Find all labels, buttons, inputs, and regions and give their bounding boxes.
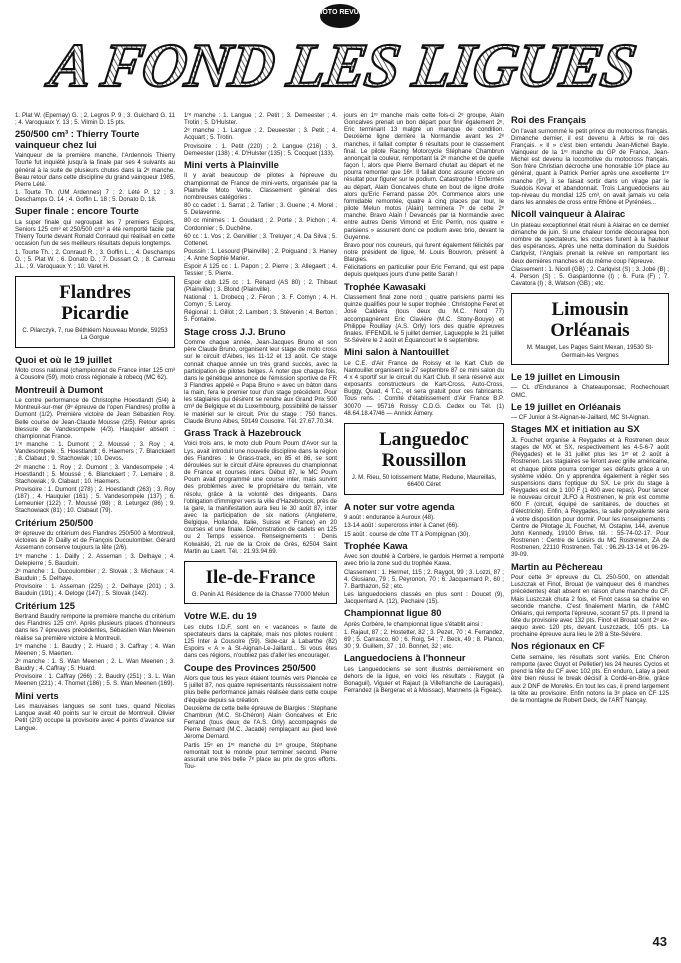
article-heading: Coupe des Provinces 250/500 <box>184 661 316 673</box>
paragraph: 80 cc cadet : 1. Sarrat ; 2. Tarlier ; 3. Guene ; 4. Morel ; 5. Delavenne. <box>184 202 337 217</box>
article-heading: Super finale : encore Tourte <box>15 205 139 217</box>
league-title: Roussillon <box>381 449 467 471</box>
page-number: 43 <box>652 934 667 949</box>
paragraph: Félicitations en particulier pour Eric Ferrand, qui est papa depuis quelques jours d'une petite Sarah ! <box>344 264 504 279</box>
column-1 <box>15 112 175 733</box>
paragraph: Classement : 1. Hermet, 115 ; 2. Raygot, 99 ; 3. Lozzi, 87 ; 4. Giusiano, 79 ; 5. Peyronon, 70 ; 6. Jacquemard P., 60 ; 7. Barthazon, 52 ; etc. <box>344 568 504 590</box>
column-4 <box>511 112 669 705</box>
paragraph: 80 cc minimes : 1. Goudard ; 2. Porte ; 3. Pichon ; 4. Cordonnier ; 5. Duchêne. <box>184 217 337 232</box>
paragraph: Provisoire : 1. Caffray (266) ; 2. Baudry (251) ; 3. L. Wan Meenen (221) ; 4. Thomet (186) ; 5. S. Wan Meenen (169). <box>15 673 175 688</box>
paragraph: Pour cette 3ᵉ épreuve du CL 250-500, on attendait Luszczak et Finot, Brouat (le vainqueur des 6 manches précédentes) était absent en raison d'une manche du CF. Mais Luszczak chuta 2 fois, et Finot cassa sa chaîne en seconde manche. C'est finalement Martin, de l'AMC Orléans, qui remporta l'épreuve, scorant 57 pts. Il prend la tête du provisoire avec 132 pts. Finot et Brouat sont 2ᵉ ex-aequo avec 120 pts, devant Luszczack, 105 pts. La prochaine épreuve aura lieu le 2/8 à Ste-Sévère. <box>511 574 669 639</box>
paragraph: 13-14 août : supercross inter à Canet (66). <box>344 522 459 530</box>
article-heading: Grass Track à Hazebrouck <box>184 426 302 438</box>
article-heading: Critérium 250/500 <box>15 516 94 528</box>
paragraph: 1. Rajaut, 87 ; 2. Hostetter, 82 ; 3. Pezet, 70 ; 4. Ferrandez, 69 ; 5. Carrasco, 60 ; 6. Roig, 54 ; 7. Beck, 49 ; 8. Planco, 30 ; 9. Guillem, 37 ; 10. Bonnet, 32 ; etc. <box>344 628 504 651</box>
paragraph: 1. Plat W. (Epernay) G. ; 2. Legros P. 9 ; 3. Guichard G. 11 ; 4. Varoquaux Y. 13 ; 5. Vilmin D. 15 pts. <box>15 112 175 127</box>
paragraph: Régional : 1. Gillot ; 2. Lambert ; 3. Stévenin ; 4. Berton ; 5. Fontaine. <box>184 309 337 324</box>
column-3 <box>344 112 504 696</box>
league-box-flandres <box>15 276 175 348</box>
article-heading: Critérium 125 <box>15 599 75 611</box>
article-heading: Martin au Pêchereau <box>511 560 603 572</box>
paragraph: jours en 1ʳᵉ manche mais cette fois-ci 2ᵉ groupe, Alain Goncalves prenait un bon départ pour finir également 2ᵉ, Eric terminant 13 malgré un manque de condition. Deuxième ligne derrière la Normandie avant les 2ᵉ manches, il fallait compter 6 résultats pour le classement final. Le pilote Racing Motorcycle Stéphane Chambrun annonçait la couleur, remportant la 2ᵉ manche et de quelle façon !, alors que Pierre Bernard chutait au départ et ne pourra remonter que 16ᵉ. Il fallait donc assurer encore un résultat pour figurer sur le podium. Catastrophe ! Enfermés au départ, Alain Goncalves chute en bout de ligne droite alors qu'Eric Ferrand passe 20ᵉ. Commence alors une formidable remontée, quatre à cinq places par tour, le pilote Melun motos (Alain) terminera 7ᵉ de cette 2ᵉ manche. Bravo Alain ! Devancés par la Normandie avec entre autres Denis Vimond et Eric Perrin, nos quatre « parisiens » assurent donc ce podium avec brio, devant la Guyenne. <box>344 112 504 241</box>
league-title: Limousin <box>551 299 629 321</box>
paragraph: Comme chaque année, Jean-Jacques Bruno et son père Claude Bruno, organisent leur stage de moto cross sur le circuit d'Aibes, les 11-12 et 13 août. Ce stage connait chaque année un très grand succès, avec la participation de pilotes belges. À noter que chaque fois, dans le génétique annonce de l'émission sportive de FR 3 Flandres appelé « Papa Bruno » avec un bâton dans la main, fera le premier tour d'un stage précédent. Pour les stagiaires qui désirent se rendre aux Grand Prix 500 cm³ de Belgique et du Luxembourg, possibilité de laisser le matériel sur le circuit. Prix du stage : 750 francs. Claude Bruno Aibes, 59149 Cousolre. Tél. 27.67.70.34. <box>184 339 337 425</box>
article-heading: Quoi et où le 19 juillet <box>15 353 112 365</box>
article-heading: A noter sur votre agenda <box>344 500 455 512</box>
paragraph: Vainqueur de la première manche, l'Ardennois Thierry Tourte fut inquiété jusqu'à la finale par ses 4 suivants au général à la suite de plusieurs chutes dans la 2ᵉ manche. Beau retour dans cette discipline du grand vainqueur 1985, Pierre Lété. <box>15 152 175 188</box>
masthead-banner <box>0 0 681 108</box>
paragraph: JL Fouchet organise à Reygades et à Rostrenen deux stages de MX et SX, respectivement les 4-5-6-7 août (Reygades) et le 31 juillet plus les 1ᵉʳ et 2 août à Rostrenen. Les stagiaires se feront avec grille américaine, et chaque pilote pourra corriger ses défauts grâce à un système vidéo. On y apprendra également à régler ses suspensions dans l'optique du SX. Le prix du stage à Reygades est de 1 100 F (1 400 avec repas). Pour lancer le nouveau circuit JLFO à Rostrenen, le prix est comme 600 F (circuit, équipé de sanitaires, de douches et d'électricité). Enfin, à Reygades, la salle polyvalente sera à votre disposition pour dormir. Pour les renseignements : Centre de Pilotage JL Fouchet, M. Ostapiw, 144, avenue John Kennedy, 19100 Brive. tél. : 55-74-02-17. Pour Rostrenen : Centre de Loisirs du MC Rostrenen, ZA de Rostrenen, 22110 Rostrenen. Tél. : 96.29-13-14 et 96-29-39-09. <box>511 436 669 559</box>
article-heading: Trophée Kawa <box>344 539 408 551</box>
paragraph: Avec son doublé à Corbère, le gardois Hermet a remporté avec brio la zone sud du trophée Kawa. <box>344 553 504 568</box>
paragraph: 1. Tourte Th. (UM Ardennes) 7 ; 2. Lété P. 12 ; 3. Deschamps O. 14 ; 4. Goffin L. 18 ; 5. Donato D. 18. <box>15 189 175 204</box>
article-heading: Montreuil à Dumont <box>15 383 104 395</box>
article-heading: Le 19 juillet en Limousin <box>511 370 620 382</box>
paragraph: Après Corbère, le championnat ligue s'établit ainsi : <box>344 620 483 628</box>
article-heading: Nicoll vainqueur à Alairac <box>511 208 626 220</box>
paragraph: 1ʳᵉ manche : 1. Dumont ; 2. Moussé ; 3. Roy ; 4. Vandesompele ; 5. Hoestlandt ; 6. Haemers ; 7. Blanckaert ; 8. Clabaut ; 9. Stachowiak ; 10. Devos. <box>15 441 175 463</box>
paragraph: Espoir A 125 cc : 1. Papon ; 2. Pierre ; 3. Allegaert ; 4. Tessier ; 5. Pierre. <box>184 263 337 278</box>
paragraph: 9 août : endurance à Auroux (48). <box>344 514 435 522</box>
paragraph: Les clubs I.D.F. sont en « vacances » faute de spectateurs dans la capitale, mais nos pilotes roulent : 125 Inter à Cousolre (59). Side-car à Labarthe (82) Espoirs « A » à St-Aignan-Le-Jaillard... Si vous êtes dans ces régions, n'oubliez pas d'aller les encourager. <box>184 623 337 660</box>
article-heading: Mini verts à Plainville <box>184 158 279 170</box>
paragraph: Alors que tous les yeux étaient tournés vers Plencée ce 5 juillet 87, nos quatre représentants réussissaient notre plus belle performance jamais réalisée dans cette coupe d'équipe depuis sa création. <box>184 675 337 704</box>
paragraph: Bertrand Baudry remporte la première manche du critérium des Flandres 125 cm³. Après plusieurs places d'honneurs dans les 7 épreuves précédentes, Sébastien Wan Meenen réalise sa première victoire à Montreuil. <box>15 613 175 642</box>
paragraph: 8ᵉ épreuve du critérium des Flandres 250/500 à Montreuil, victoires de P. Dailly et de François Ducoulombier. Gérard Assemann conserve toujours la tête (2/6). <box>15 530 175 552</box>
article-heading: Roi des Français <box>511 114 587 125</box>
article-heading: Mini salon à Nantouillet <box>344 346 449 358</box>
paragraph: 1ʳᵉ manche : 1. Baudry ; 2. Huard ; 3. Caffray ; 4. Wan Meenen ; 5. Maerten. <box>15 642 175 657</box>
paragraph: — CL d'Endurance à Chateauponsac, Rochechouart OMC. <box>511 384 669 399</box>
article-heading: Stages MX et initiation au SX <box>511 423 640 435</box>
paragraph: Les languedociens classés en plus sont : Doucet (9), Jacquemard A. (12), Pechaire (15). <box>344 591 504 606</box>
league-title: Flandres <box>59 282 131 303</box>
paragraph: Il y avait beaucoup de pilotes à l'épreuve du championnat de France de mini-verts, organisée par la Plainville Moto Verte. Classement général des nombreuses catégories : <box>184 172 337 201</box>
league-address: M. Mauget, Les Pages Saint Mexan, 19530 St-Germain-les Vergnes <box>526 344 654 359</box>
league-address: J. M. Rieu, 50 lotissement Matte, Redune, Maureillas, 66400 Céret <box>351 473 497 489</box>
paragraph: 1ʳᵉ manche : 1. Dailly ; 2. Asseman ; 3. Delhaye ; 4. Delepierre ; 5. Bauduin. <box>15 552 175 567</box>
paragraph: Voici trois ans, le moto club Poum Poum d'Avor sur la Lys, avait introduit une nouvelle discipline dans la région des Flandres : le Grass-track, en 85 et 86, se sont déroulées sur le circuit d'Aire épreuves du championnat de France et courses inters. Début 87, le MC Poum Poum avait programmé une course inter, mais survint des problèmes avec le propriétaire du terrain, vite résolu, grâce à la volonté des dirigeants. Dans l'obligation d'immigrer vers la ville d'Hazebrouck, près de la gare, la manifestation aura lieu le 30 août 87, inter avec la participation de six nations (Angleterre, Belgique, Hollande, Italie, Suisse et France) en 20 courses et une finale. Démonstration de cadets en 125 ou 2 Temps essence. Renseignements : Denis Kolwalski, 21 rue de la Croix de Grès, 62504 Saint Martin au Laert. Tél. : 21.93.94.69. <box>184 440 337 555</box>
paragraph: Moto cross national (championnat de France inter 125 cm³ à Cousolre (59), moto cross régionale à robecq (MC 62). <box>15 367 175 382</box>
paragraph: 60 cc : 1. Vos ; 2. Gervillier ; 3. Treluyer ; 4. Da Silva ; 5. Cottenet. <box>184 232 337 247</box>
paragraph: Espoir club 125 cc : 1. Renard (AS 80) ; 2. Thibaut (Plainville) ; 3. Blond (Plainville). <box>184 278 337 293</box>
league-address: G. Penin A1 Résidence de la Chasse 77000 Melun <box>191 590 330 598</box>
paragraph: Les mauvaises langues se sont tues, quand Nicolas Langue avait 40 points sur le circuit de Montreuil. Olivier Petit (2/3) occupe la provisoire avec 4 points d'avance sur Langue. <box>15 703 175 732</box>
paragraph: Cette semaine, les résultats sont variés. Eric Chéron remporte (avec Guyot et Pelletier) les 24 heures Cyclos et prend la tête du CF avec 102 pts. En enduro, Lalay a peut être bien réussi le break décisif à Cordé-en-Brie, grâce aux 2 DNF de Morelès. En tout les cas, il prend largement la tête au provisoire. Enfin notons la 3ᵉ place en CF 125 de la montagne de Robert Deck, de l'ART Nançay. <box>511 653 669 704</box>
paragraph: Classement final zone nord ; quatre parisiens parmi les quinze qualifiés pour le super trophée : Christophe Feret et José Caldeira (tous deux du M.C. Nord 77) accompagnèrent Eric Clavière (M.C. Stony-Bouye) et Philippe Roulliay (A.S. Orly) lors des quatre épreuves finales. IFFENDIL le 5 juillet dernier, Laguepple le 21 juillet St-Sévère le 2 août et Equancourt le 6 septembre. <box>344 294 504 345</box>
paragraph: La super finale qui regroupait les 7 premiers Espoirs, Seniors 125 cm³ et 250/500 cm³ a été remporté facile par Thierry Tourte devant Ronald Conraud qui réalisait en cette occasion l'un de ses meilleurs résultats depuis longtemps. <box>15 218 175 248</box>
logo-mark <box>317 4 364 28</box>
league-title: Orléanais <box>550 320 630 342</box>
masthead <box>0 0 681 108</box>
paragraph: Partis 15ᵉ en 1ʳᵉ manche du 1ᵉʳ groupe, Stéphane remontait tout le monde pour terminer second. Pierre assurait une très belle 7ᵉ place au prix de gros efforts. Tou- <box>184 741 337 770</box>
paragraph: 1ʳᵉ manche : 1. Langue ; 2. Petit ; 3. Demeester ; 4. Trotin ; 5. D'Hulster. <box>184 112 337 127</box>
paragraph: Deuxième de cette belle épreuve de Blargies : Stéphane Chambrun (M.C. St-Chéron) Alain Goncalves et Eric Ferrand (tous deux de l'A.S. Orly) accompagnés de Pierre Bernard (M.C. Jacadé) remplaçant au pied levé Jérome Dernard. <box>184 704 337 741</box>
article-heading: Nos régionaux en CF <box>511 640 605 652</box>
paragraph: Le contre performance de Christophe Hoestlandt (5/4) à Montreuil-sur-mer (8ᵉ épreuve de l'open Flandres) profite à Dumont (1/2). Première victoire de Jean Sébastien Roy. Belle course de Jean-Claude Mousse (2/5). Retour après blessure de Vandesompele (4/3). Hauquier absent : championnat France. <box>15 397 175 440</box>
paragraph: 2ᵉ manche : 1. Ducoulombier ; 2. Slovak ; 3. Michaux ; 4. Bauduin ; 5. Delhaye. <box>15 567 175 583</box>
article-heading: Championnat ligue 80 <box>344 607 442 619</box>
paragraph: Le C.E. d'Air France de Roissy et le Kart Club de Nantouillet organisent le 27 septembre 87 ce mini salon du 4 x 4 sportif sur le circuit du Kart Club. Il sera réservé aux exposants constructeurs de Kart-Cross, Auto-Cross, Buggy, Quad, 4 T.C., et sera gratuit pour ces fabricants. Tous rens. : Comité d'établissement d'Air France B.P. 30070 — 95716 Roissy C.D.G. Cedex ou Tél. (1) 48.64.18.47/46 — Annick Aimery. <box>344 359 504 417</box>
paragraph: Bravo pour nos coureurs, qui furent également félicités par notre président de ligue, M. Louis Bouvron, présent à Blargies. <box>344 241 504 264</box>
paragraph: Provisoire : 1. Asseman (225) ; 2. Delhaye (201) ; 3. Bauduin (191) ; 4. Deloge (147) ; 5. Slovak (142). <box>15 583 175 598</box>
league-box-ile-de-france <box>184 561 337 604</box>
article-heading: Languedociens à l'honneur <box>344 652 466 664</box>
column-2 <box>184 112 337 771</box>
paragraph: 15 août : course de côte TT à Pompignan (30). <box>344 530 471 538</box>
league-title: Languedoc <box>379 428 469 450</box>
paragraph: Poussin : 1. Lesourd (Plainville) ; 2. Poiguand ; 3. Haney ; 4. Anne Sophie Marier. <box>184 248 337 263</box>
article-heading: Le 19 juillet en Orléanais <box>511 400 621 412</box>
paragraph: 2ᵉ manche : 1. Langue ; 2. Deueester ; 3. Petit ; 4. Acquart ; 5. Trotin. <box>184 127 337 142</box>
paragraph: National : 1. Drobecq ; 2. Féron ; 3. F. Comyn ; 4. H. Comyn ; 5. Leroy. <box>184 293 337 309</box>
logo-text-top: MOTO REVUE <box>316 9 364 16</box>
article-heading: 250/500 cm³ : Thierry Tourte vainqueur chez lui <box>15 128 140 150</box>
paragraph: — CF Junior à St-Aignan-le-Jaillard, MC St-Aignan. <box>511 414 650 422</box>
masthead-title: A FOND LES LIGUES <box>45 31 640 100</box>
league-address: C. Pilarczyk, 7, rue Béthléem Nouveau Monde, 59253 La Gorgue <box>22 327 168 342</box>
paragraph: 2ᵉ manche : 1. Roy ; 2. Dumont ; 3. Vandesompele ; 4. Hoestlandt ; 5. Moussé ; 6. Blanckaert ; 7. Lemaire ; 8. Stachowiak ; 9. Clabaut ; 10. Haemers. <box>15 463 175 485</box>
paragraph: On l'avait surnommé le petit prince du motocross français. Dimanche dernier, il est devenu à Arbis le roi des Français. « Il » c'est bien entendu Jean-Michel Bayle. Vainqueur de la 1ʳᵉ manche du GP de France, Jean-Michel est devenu la locomotive du motocross français. Son frère Christian décroche une honorable 10ᵉ place au général, quant à Patrick Perrier après une excellente 1ʳᵉ manche (9ᵉ), il se faisait sortir dans un virage par le Suédois Kovar et abandonnait. Trois Languedociens au top-niveau du mondial 125 cm³, on avait jamais vu cela dans les annales de cross entre Rhône et Pyrénées... <box>511 127 669 207</box>
article-heading: Votre W.E. du 19 <box>184 610 257 622</box>
league-box-limousin <box>511 293 669 365</box>
article-heading: Stage cross J.J. Bruno <box>184 325 286 337</box>
article-heading: Trophée Kawasaki <box>344 280 426 292</box>
paragraph: Un plateau exceptionnel était réuni à Alairac en ce dernier dimanche de juin. Si une chaleur torride découragea bon nombre de spectateurs, les courses furent à la hauteur des espérances. Après une netta domination du Suédois Carlqvist, l'Anglais prenait la relève en remportant les deux dernières manches et du même coup l'épreuve. <box>511 221 669 265</box>
paragraph: Provisoire : 1. Petit (220) ; 2. Langue (216) ; 3. Demeester (138) ; 4. D'Hulster (135) ; 5. Cocquet (133). <box>184 142 337 157</box>
league-box-languedoc <box>344 423 504 495</box>
league-title: Picardie <box>61 303 129 324</box>
league-title: Ile-de-France <box>205 566 316 588</box>
article-heading: Mini verts <box>15 689 59 701</box>
paragraph: 1. Tourte Th. ; 2. Conraud R. ; 3. Goffin L. ; 4. Deschamps O. ; 5. Plat W. ; 6. Donato D. ; 7. Dussart O. ; 8. Carreau J.L. ; 9. Varoquaux Y. ; 10. Varet H. <box>15 248 175 270</box>
paragraph: Classement : 1. Nicoll (GB) ; 2. Carlqvist (S) ; 3. Jobé (B) ; 4. Person (S) ; 5. Gaspardonne (I) ; 6. Fura (F) ; 7. Cavatora (I) ; 8. Watson (GB) ; etc. <box>511 265 669 287</box>
paragraph: Provisoire : 1. Dumont (278) ; 2. Hoestlandt (263) ; 3. Roy (187) ; 4. Hauquier (161) ; 5. Vandesompele (137) ; 6. Lemeunier (122) ; 7. Moussé (98) ; 8. Leturgez (86) ; 9. Stachowiack (81) ; 10. Clabaut (79). <box>15 486 175 515</box>
paragraph: Les Languedociens se sont illustrés dernièrement en dehors de la ligue, en voici les résultats : Raygot (à Bonaguil), Viguier et Rajaut (à Villefranche de Lauragais), Ferrandez (à Bergerac et à Moissac), Mannens (à Figeac). <box>344 665 504 695</box>
paragraph: 2ᵉ manche : 1. S. Wan Meenen ; 2. L. Wan Meenen ; 3. Baudry ; 4. Caffray ; 5. Huard. <box>15 657 175 673</box>
